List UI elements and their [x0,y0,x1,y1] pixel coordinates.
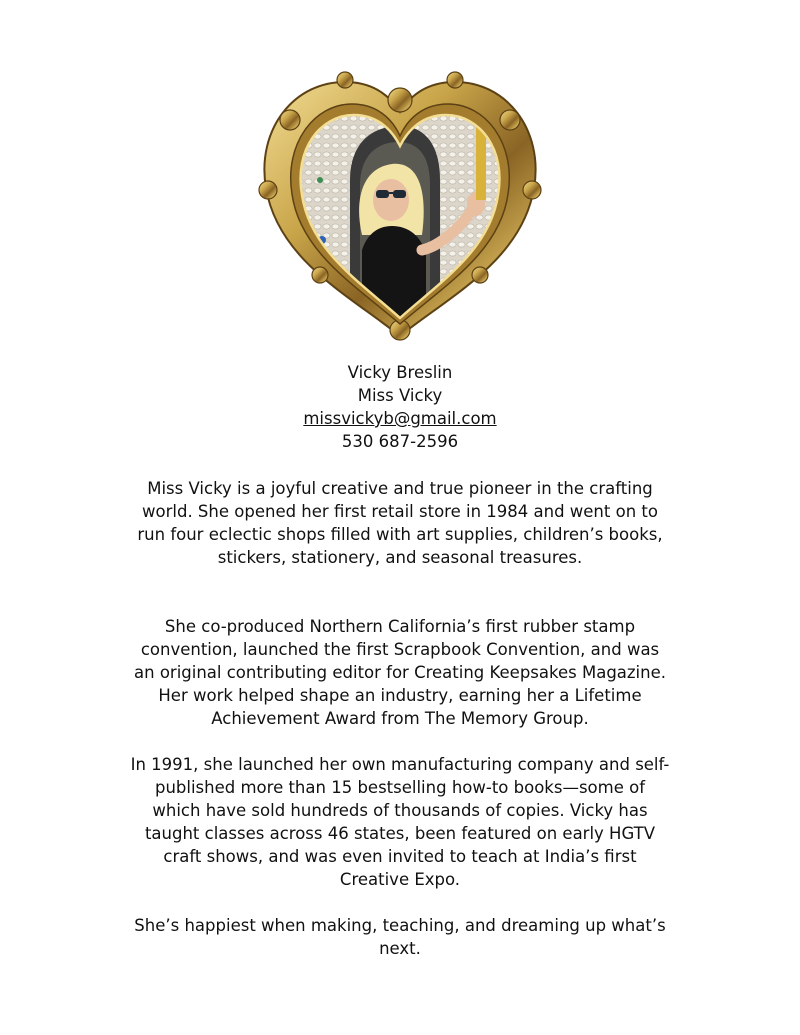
contact-block [0,361,800,453]
bio-paragraph-2: She co-produced Northern California’s first rubber stamp convention, launched the first Scrapbook Convention, and was an original contributing editor for Creating Keepsakes Magazine. Her work helped shape an industry, earning her a Lifetime Achievement Award from The Memory Group. [134,617,666,728]
heart-framed-portrait [250,60,550,342]
heart-frame-illustration [250,60,550,342]
bio-paragraph-4: She’s happiest when making, teaching, and dreaming up what’s next. [134,916,666,958]
person-name: Vicky Breslin [347,363,453,382]
phone-number: 530 687-2596 [341,432,459,451]
bio-paragraph-3: In 1991, she launched her own manufacturing company and self-published more than 15 bestselling how-to books—some of which have sold hundreds of thousands of copies. Vicky has taught classes across 46 states, been featured on early HGTV craft shows, and was even invited to teach at India’s first Creative Expo. [130,755,670,889]
person-nickname: Miss Vicky [357,386,443,405]
email-link[interactable]: missvickyb@gmail.com [303,409,497,428]
bio-paragraph-1: Miss Vicky is a joyful creative and true pioneer in the crafting world. She opened her first retail store in 1984 and went on to run four eclectic shops filled with art supplies, children’s books, stickers, stationery, and seasonal treasures. [137,479,663,567]
